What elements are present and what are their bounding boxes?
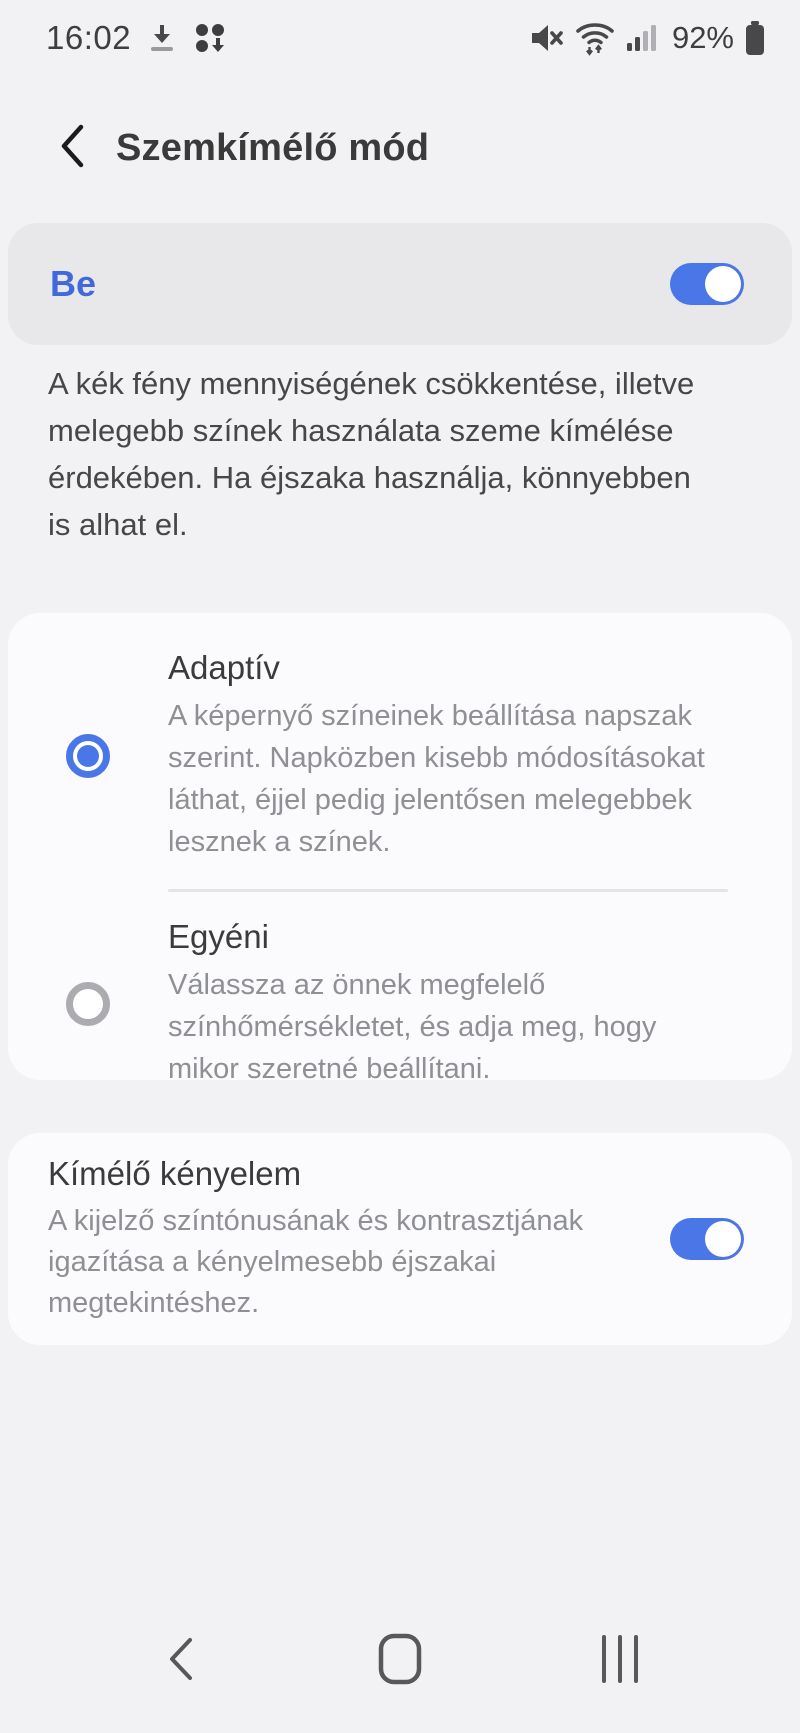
app-update-icon [193, 21, 227, 55]
toggle-knob [705, 1221, 741, 1257]
custom-description: Válassza az önnek megfelelő színhőmérsékletet, és adja meg, hogy mikor szeretné beállítani. [168, 969, 657, 1085]
chevron-left-icon [57, 123, 87, 174]
radio-column [8, 649, 168, 863]
divider [168, 889, 728, 892]
page-title: Szemkímélő mód [116, 126, 430, 169]
status-right-cluster [528, 20, 766, 56]
battery-percent: 92% [671, 20, 734, 55]
comfort-description: A kijelző színtónusának és kontrasztjának igazítása a kényelmesebb éjszakai megtekintéshez. [48, 1204, 584, 1319]
status-left-cluster [46, 19, 227, 57]
feature-description: A kék fény mennyiségének csökkentése, illetve melegebb színek használata szeme kímélése érdekében. Ha éjszaka használja, könnyebben is alhat el. [48, 366, 695, 542]
comfort-toggle[interactable] [670, 1218, 744, 1260]
nav-back-button[interactable] [135, 1616, 225, 1706]
comfort-title: Kímélő kényelem [48, 1154, 302, 1192]
sound-muted-icon [528, 21, 564, 55]
adaptive-description: A képernyő színeinek beállítása napszak szerint. Napközben kisebb módosításokat láthat, éjjel pedig jelentősen melegebbek lesznek a színek. [168, 700, 705, 858]
radio-column [8, 918, 168, 1090]
mode-option-custom[interactable] [8, 918, 756, 1090]
home-icon [377, 1632, 423, 1691]
header [0, 98, 800, 198]
comfort-text [48, 1155, 670, 1324]
wifi-icon [574, 20, 616, 56]
eye-comfort-card[interactable] [8, 1133, 792, 1345]
master-switch-toggle[interactable] [670, 263, 744, 305]
recents-icon [594, 1634, 646, 1689]
status-bar [0, 0, 800, 70]
adaptive-radio[interactable] [66, 734, 110, 778]
mode-selection-card [8, 613, 792, 1085]
option-text [168, 649, 756, 863]
download-icon [147, 22, 177, 54]
toggle-knob [705, 266, 741, 302]
mode-option-adaptive[interactable] [8, 649, 756, 863]
nav-home-button[interactable] [355, 1616, 445, 1706]
custom-title: Egyéni [168, 918, 269, 955]
back-button[interactable] [44, 120, 100, 176]
master-switch-label: Be [50, 263, 97, 304]
clock: 16:02 [46, 19, 132, 56]
signal-icon [626, 21, 660, 55]
battery-icon [744, 20, 766, 56]
option-text [168, 918, 756, 1090]
navigation-bar [0, 1598, 800, 1733]
custom-radio[interactable] [66, 982, 110, 1026]
adaptive-title: Adaptív [168, 649, 280, 686]
master-switch-card[interactable] [8, 223, 792, 345]
nav-recents-button[interactable] [575, 1616, 665, 1706]
back-icon [164, 1635, 196, 1688]
